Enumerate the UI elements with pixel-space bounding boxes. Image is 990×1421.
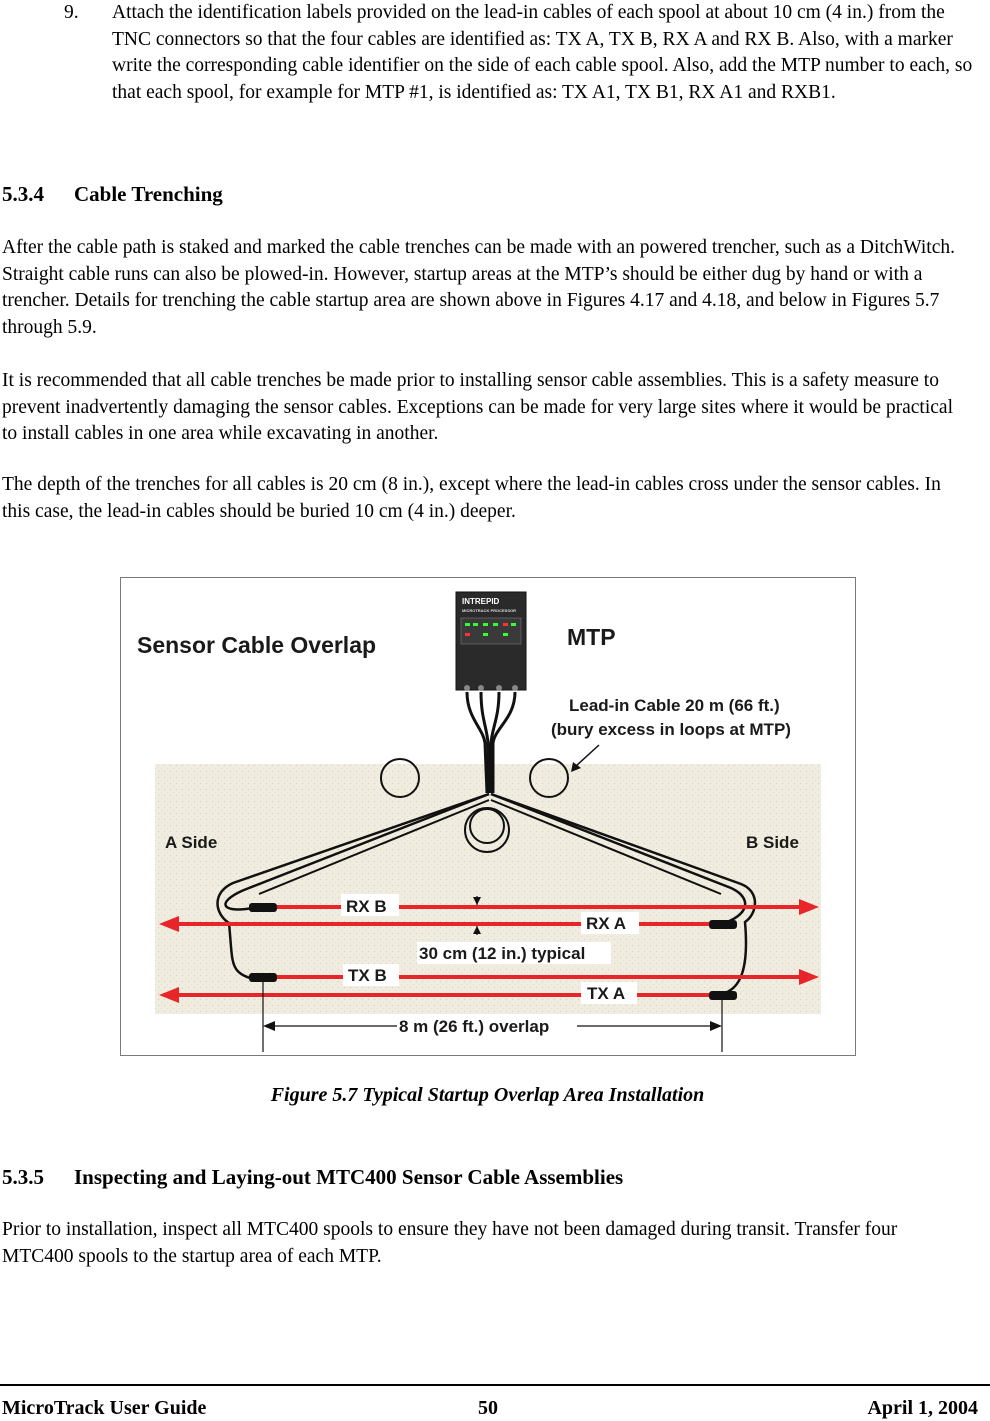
footer-page-number: 50 — [478, 1397, 498, 1419]
tx-a-label: TX A — [587, 984, 626, 1003]
overlap-label: 8 m (26 ft.) overlap — [399, 1017, 550, 1036]
list-item-number: 9. — [64, 2, 79, 23]
overlap-arrow-left — [263, 1021, 275, 1031]
footer-doc-title: MicroTrack User Guide — [2, 1397, 207, 1419]
section-number: 5.3.4 — [2, 182, 44, 206]
lead-in-pointer — [576, 745, 599, 766]
paragraph-trenching-methods: After the cable path is staked and marked the cable trenches can be made with an powered trencher, such as a DitchWitch. Straight cable runs can also be plowed-in. However, startup areas at the MTP’s should be either dug by hand or with a trencher. Details for trenching the cable startup area are shown above in Figures 4.17 and 4.18, and below in Figures 5.7 through 5.9. — [2, 237, 955, 338]
spacing-label: 30 cm (12 in.) typical — [419, 944, 586, 963]
footer-rule — [0, 1384, 990, 1386]
figure-caption: Figure 5.7 Typical Startup Overlap Area Installation — [270, 1084, 705, 1106]
mtp-device — [456, 592, 526, 691]
figure-title: Sensor Cable Overlap — [137, 632, 377, 658]
paragraph-trench-timing: It is recommended that all cable trenches be made prior to installing sensor cable assemblies. This is a safety measure to prevent inadvertently damaging the sensor cables. Exceptions can be made for very large sites where it would be practical to install cables in one area while excavating in another. — [2, 370, 953, 444]
overlap-arrow-right — [710, 1021, 722, 1031]
a-side-label: A Side — [165, 833, 218, 852]
mtp-label: MTP — [567, 624, 616, 650]
rx-a-label: RX A — [586, 914, 626, 933]
paragraph-trench-depth: The depth of the trenches for all cables is 20 cm (8 in.), except where the lead-in cables cross under the sensor cables. In this case, the lead-in cables should be buried 10 cm (4 in.) deeper. — [2, 474, 941, 522]
device-brand: INTREPID — [462, 597, 500, 606]
section-heading-5-3-4 — [2, 181, 223, 207]
section-heading-5-3-5 — [2, 1164, 623, 1190]
lead-in-label-line1: Lead-in Cable 20 m (66 ft.) — [569, 696, 780, 715]
b-side-label: B Side — [746, 833, 799, 852]
paragraph-inspect-spools: Prior to installation, inspect all MTC400 spools to ensure they have not been damaged during transit. Transfer four MTC400 spools to the startup area of each MTP. — [2, 1219, 898, 1267]
footer-date: April 1, 2004 — [867, 1397, 978, 1419]
rx-b-label: RX B — [346, 897, 387, 916]
list-item-text: Attach the identification labels provided on the lead-in cables of each spool at about 10 cm (4 in.) from the TNC connectors so that the four cables are identified as: TX A, TX B, RX A and RX B. Also, with a marker write the corresponding cable identifier on the side of each cable spool. Also, add the MTP number to each, so that each spool, for example for MTP #1, is identified as: TX A1, TX B1, RX A1 and RXB1. — [112, 2, 973, 103]
device-model: MICROTRACK PROCESSOR — [462, 608, 517, 613]
tx-b-label: TX B — [348, 966, 387, 985]
section-title: Inspecting and Laying-out MTC400 Sensor Cable Assemblies — [74, 1165, 624, 1189]
lead-in-label-line2: (bury excess in loops at MTP) — [551, 720, 791, 739]
figure-sensor-cable-overlap — [120, 577, 856, 1056]
section-number: 5.3.5 — [2, 1165, 44, 1189]
section-title: Cable Trenching — [74, 182, 223, 206]
